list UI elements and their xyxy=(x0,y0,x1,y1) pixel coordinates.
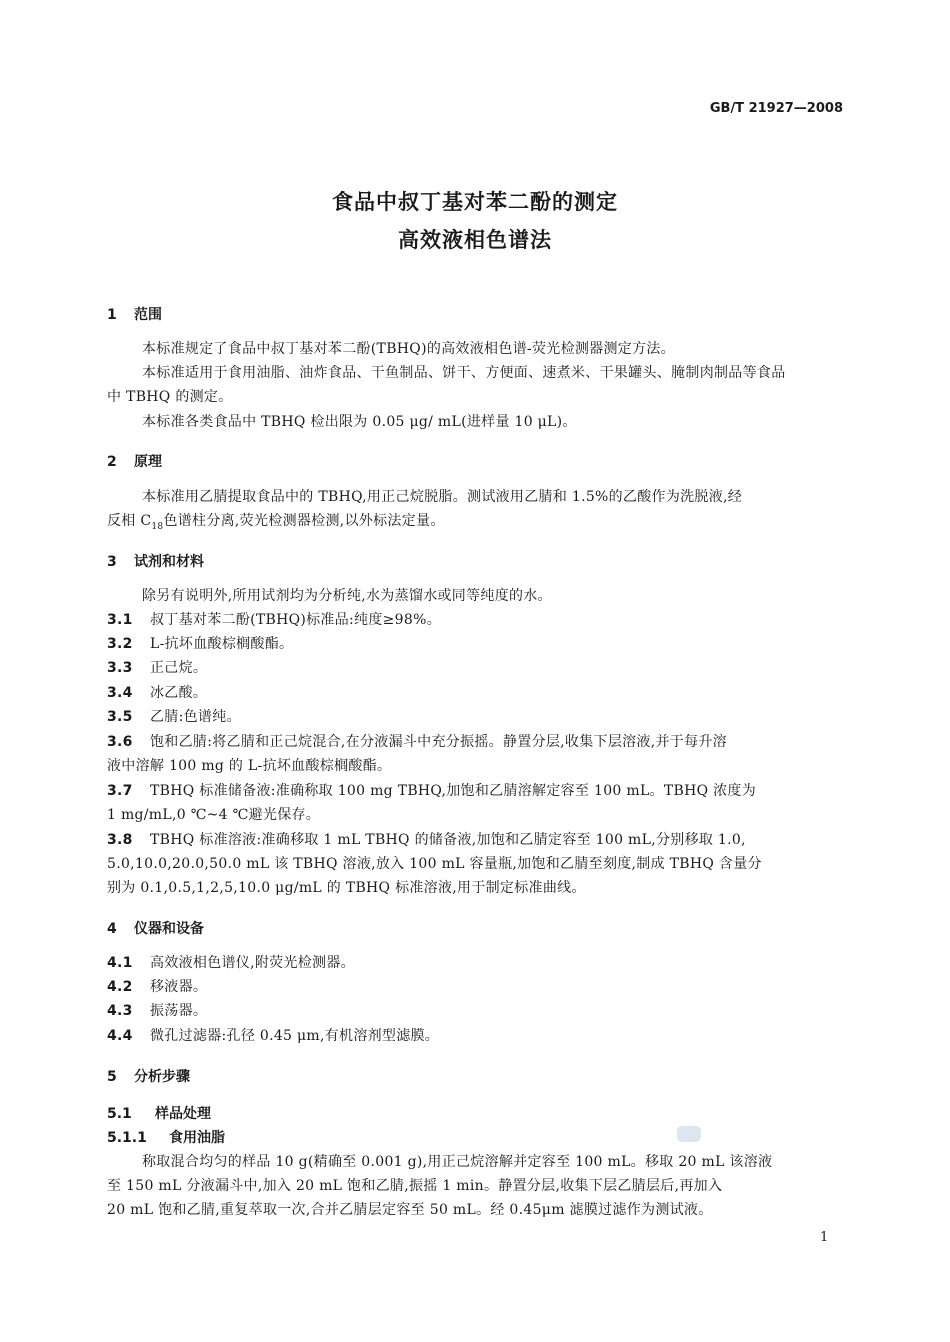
item-text: 冰乙酸。 xyxy=(150,685,208,701)
item-number: 4.1 xyxy=(107,955,133,971)
title-line-1: 食品中叔丁基对苯二酚的测定 xyxy=(332,190,618,214)
item-text: TBHQ 标准储备液:准确称取 100 mg TBHQ,加饱和乙腈溶解定容至 100 mL。TBHQ 浓度为 xyxy=(150,783,757,799)
item-3-8-line-1 xyxy=(107,828,842,852)
item-number: 4.4 xyxy=(107,1028,133,1044)
subsection-title: 食用油脂 xyxy=(169,1130,225,1146)
sec2-para-line-1: 本标准用乙腈提取食品中的 TBHQ,用正己烷脱脂。测试液用乙腈和 1.5%的乙酸作为洗脱液,经 xyxy=(142,489,743,505)
text-fragment: 色谱柱分离,荧光检测器检测,以外标法定量。 xyxy=(163,513,445,529)
section-number: 5 xyxy=(107,1069,117,1085)
section-title: 仪器和设备 xyxy=(134,921,204,937)
item-3-6-line-2: 液中溶解 100 mg 的 L-抗坏血酸棕榈酸酯。 xyxy=(107,758,392,774)
item-number: 3.5 xyxy=(107,709,133,725)
sec5-1-1-line-3: 20 mL 饱和乙腈,重复萃取一次,合并乙腈层定容至 50 mL。经 0.45μm 滤膜过滤作为测试液。 xyxy=(107,1202,713,1218)
subsection-number: 5.1 xyxy=(107,1106,132,1122)
item-3-8-line-2: 5.0,10.0,20.0,50.0 mL 该 TBHQ 溶液,放入 100 mL 容量瓶,加饱和乙腈至刻度,制成 TBHQ 含量分 xyxy=(107,856,762,872)
sec1-para-1: 本标准规定了食品中叔丁基对苯二酚(TBHQ)的高效液相色谱-荧光检测器测定方法。 xyxy=(142,341,675,357)
sec1-para-2-line-2: 中 TBHQ 的测定。 xyxy=(107,389,233,405)
item-3-7-line-1 xyxy=(107,779,842,803)
section-number: 4 xyxy=(107,921,117,937)
section-title: 原理 xyxy=(134,454,162,470)
section-title: 试剂和材料 xyxy=(134,554,204,570)
item-text: 高效液相色谱仪,附荧光检测器。 xyxy=(150,955,355,971)
subsection-number: 5.1.1 xyxy=(107,1130,147,1146)
item-number: 3.4 xyxy=(107,685,133,701)
item-3-6-line-1 xyxy=(107,730,842,754)
sec5-1-1-line-2: 至 150 mL 分液漏斗中,加入 20 mL 饱和乙腈,振摇 1 min。静置分层,收集下层乙腈层后,再加入 xyxy=(107,1178,723,1194)
section-2-heading xyxy=(107,451,162,471)
item-4-4 xyxy=(107,1024,842,1048)
item-text: 饱和乙腈:将乙腈和正己烷混合,在分液漏斗中充分振摇。静置分层,收集下层溶液,并于每升溶 xyxy=(150,734,727,750)
item-text: TBHQ 标准溶液:准确移取 1 mL TBHQ 的储备液,加饱和乙腈定容至 100 mL,分别移取 1.0, xyxy=(150,832,746,848)
text-fragment: 反相 C xyxy=(107,513,152,529)
subsection-title: 样品处理 xyxy=(155,1106,211,1122)
watermark-shape xyxy=(677,1126,701,1142)
section-number: 1 xyxy=(107,307,117,323)
item-4-3 xyxy=(107,999,842,1023)
sec1-para-3: 本标准各类食品中 TBHQ 检出限为 0.05 μg/ mL(进样量 10 μL)。 xyxy=(142,414,577,430)
item-number: 3.3 xyxy=(107,660,133,676)
item-number: 3.6 xyxy=(107,734,133,750)
item-3-2 xyxy=(107,632,842,656)
item-4-2 xyxy=(107,975,842,999)
section-3-heading xyxy=(107,551,204,571)
item-number: 3.8 xyxy=(107,832,133,848)
sec2-para-line-2 xyxy=(107,509,842,539)
standard-number: GB/T 21927—2008 xyxy=(709,101,843,116)
section-5-heading xyxy=(107,1066,190,1086)
item-text: L-抗坏血酸棕榈酸酯。 xyxy=(150,636,294,652)
item-number: 3.2 xyxy=(107,636,133,652)
item-number: 4.2 xyxy=(107,979,133,995)
item-text: 微孔过滤器:孔径 0.45 μm,有机溶剂型滤膜。 xyxy=(150,1028,440,1044)
subsection-5-1-1-heading xyxy=(107,1127,225,1147)
section-title: 分析步骤 xyxy=(134,1069,190,1085)
sec5-1-1-line-1: 称取混合均匀的样品 10 g(精确至 0.001 g),用正己烷溶解并定容至 100 mL。移取 20 mL 该溶液 xyxy=(142,1154,773,1170)
item-text: 振荡器。 xyxy=(150,1003,208,1019)
item-text: 移液器。 xyxy=(150,979,208,995)
sec1-para-2-line-1: 本标准适用于食用油脂、油炸食品、干鱼制品、饼干、方便面、速煮米、干果罐头、腌制肉制品等食品 xyxy=(142,365,786,381)
item-number: 4.3 xyxy=(107,1003,133,1019)
section-1-heading xyxy=(107,304,162,324)
section-title: 范围 xyxy=(134,307,162,323)
item-3-4 xyxy=(107,681,842,705)
sec3-intro: 除另有说明外,所用试剂均为分析纯,水为蒸馏水或同等纯度的水。 xyxy=(142,588,552,604)
item-text: 乙腈:色谱纯。 xyxy=(150,709,241,725)
watermark-logo xyxy=(676,1124,702,1144)
item-3-3 xyxy=(107,656,842,680)
page-number: 1 xyxy=(820,1230,829,1245)
section-number: 3 xyxy=(107,554,117,570)
item-number: 3.7 xyxy=(107,783,133,799)
title-line-2: 高效液相色谱法 xyxy=(398,228,552,252)
section-4-heading xyxy=(107,918,204,938)
item-number: 3.1 xyxy=(107,612,133,628)
item-3-8-line-3: 别为 0.1,0.5,1,2,5,10.0 μg/mL 的 TBHQ 标准溶液,用于制定标准曲线。 xyxy=(107,880,586,896)
section-number: 2 xyxy=(107,454,117,470)
subscript: 18 xyxy=(151,521,164,532)
item-3-5 xyxy=(107,705,842,729)
item-3-7-line-2: 1 mg/mL,0 ℃~4 ℃避光保存。 xyxy=(107,807,321,823)
item-3-1 xyxy=(107,608,842,632)
item-4-1 xyxy=(107,951,842,975)
subsection-5-1-heading xyxy=(107,1103,211,1123)
item-text: 正己烷。 xyxy=(150,660,208,676)
item-text: 叔丁基对苯二酚(TBHQ)标准品:纯度≥98%。 xyxy=(150,612,441,628)
